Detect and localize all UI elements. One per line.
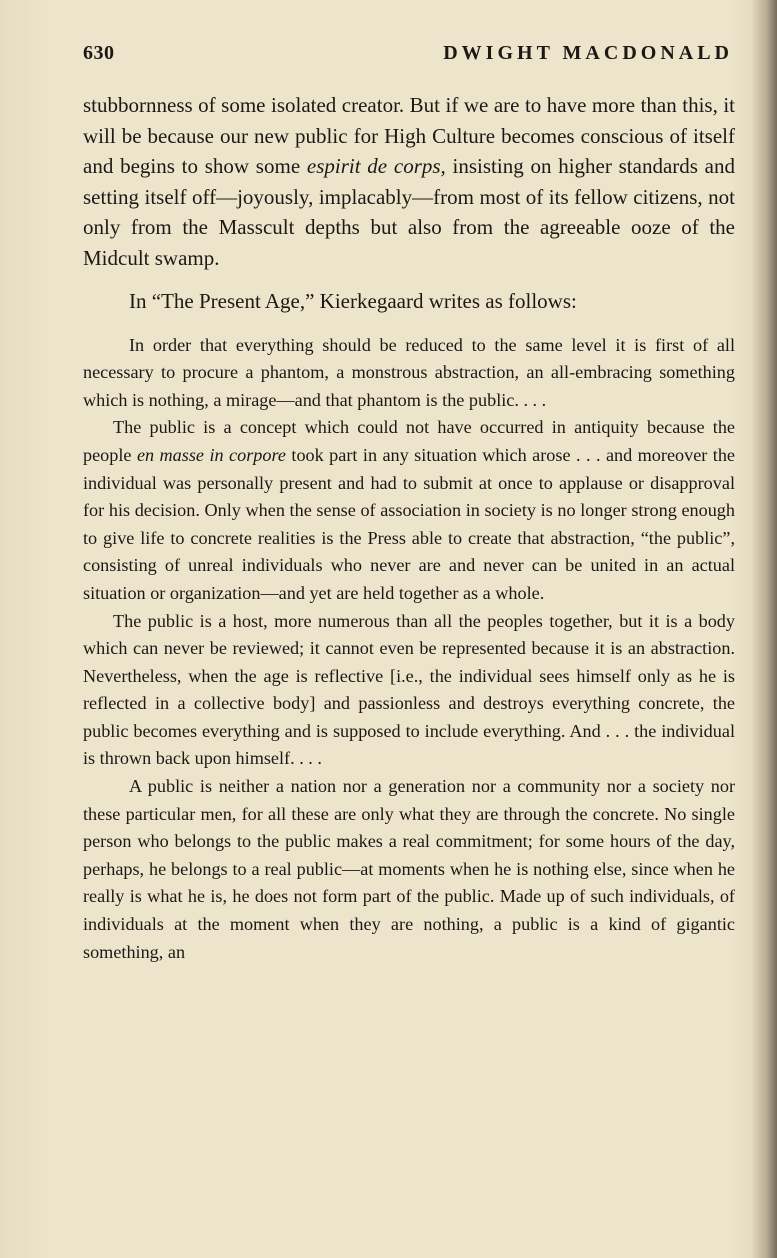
quote-paragraph-2-text-2: took part in any situation which arose . . . and moreover the individual was personally present and had to submit at once to applause or disapproval for his decision. Only when the sense of association in society is no longer strong enough to give life to concrete realities is the Press able to create that abstraction, “the public”, consisting of unreal individuals who never are and never can be united in an actual situation or organization—and yet are held together as a whole.	[83, 444, 735, 603]
quote-paragraph-3: The public is a host, more numerous than all the peoples together, but it is a body which can never be reviewed; it cannot even be represented because it is an abstraction. Nevertheless, when the age is reflective [i.e., the individual sees himself only as he is reflected in a collective body] and passionless and destroys everything concrete, the public becomes everything and is supposed to include everything. And . . . the individual is thrown back upon himself. . . .	[83, 610, 735, 769]
quote-paragraph-2-italic: en masse in corpore	[136, 444, 286, 465]
page-number: 630	[83, 42, 115, 64]
main-paragraph-italic: espirit de corps,	[306, 154, 446, 179]
quote-paragraph-2-text-1: The public is a concept which could not have occurred in antiquity because the people	[83, 417, 735, 465]
main-paragraph	[83, 90, 735, 274]
quote-paragraph-4: A public is neither a nation nor a generation nor a community nor a society nor these particular men, for all these are only what they are through the concrete. No single person who belongs to the public makes a real commitment; for some hours of the day, perhaps, he belongs to a real public—at moments when he is nothing else, since when he really is what he is, he does not form part of the public. Made up of such individuals, of individuals at the moment when they are nothing, a public is a kind of gigantic something, an	[83, 776, 735, 962]
running-head	[83, 40, 733, 70]
quote-paragraph-1: In order that everything should be reduced to the same level it is first of all necessary to procure a phantom, a monstrous abstraction, an all-embracing something which is nothing, a mirage—and that phantom is the public. . . .	[83, 334, 735, 410]
spine-shadow	[751, 0, 777, 1258]
intro-paragraph: In “The Present Age,” Kierkegaard writes as follows:	[129, 288, 577, 313]
main-paragraph-text-1: stubbornness of some isolated creator. But if we are to have more than this, it will be because our new public for High Culture becomes conscious of itself and begins to show some	[83, 93, 735, 179]
block-quote	[83, 332, 735, 967]
quote-paragraph-2	[83, 414, 735, 607]
body-text	[83, 90, 735, 966]
main-paragraph-text-2: insisting on higher standards and setting itself off—joyously, implacably—from most of its fellow citizens, not only from the Masscult depths but also from the agreeable ooze of the Midcult swamp.	[83, 154, 735, 270]
running-title: DWIGHT MACDONALD	[443, 42, 733, 64]
